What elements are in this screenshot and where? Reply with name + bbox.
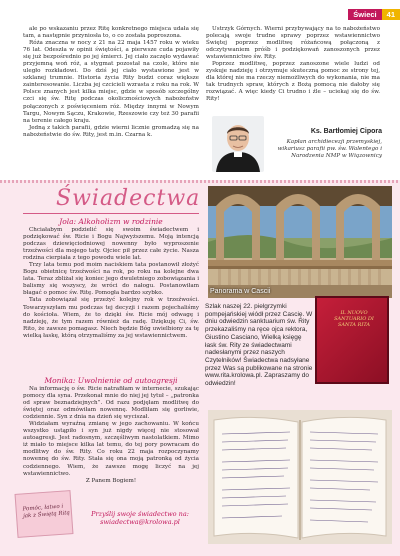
- testimony-paragraph: Widziałam wyraźną zmianę w jego zachowaniu. W końcu wszystko ustąpiło i syn już nigdy więcej nie stosował autoagresji. Jest radosnym, szczęśliwym nastolatkiem. Mimo iż miało to miejsce kilka lat temu, do tej pory powracam do modlitwy do św. Rity. Co roku 22 maja rozpoczynamy nowennę do św. Rity. Stała się ona moją patronką od życia codziennego. Wiem, że zawsze mogę liczyć na jej wstawiennictwo.: [23, 421, 199, 477]
- author-description: Kapłan archidiecezji przemyskiej, wikariusz parafii pw. św. Walentego i Narodzenia NMP w Wiązownicy: [277, 139, 382, 159]
- title-rule: [23, 213, 199, 214]
- section-title: Świadectwa: [56, 186, 201, 211]
- author-photo: [212, 116, 264, 172]
- testimony-paragraph: Tata zobowiązał się przeżyć kolejny rok w trzeźwości. Towarzyszyłam mu podczas tej decyzji i razem pojechaliśmy do kościoła. Wiem, że to dzięki św. Ricie mój odwagę i nadzieję, że tym razem również da radę. Dziękuję Ci, św. Rito, że zawsze pomagasz. Niech będzie Bóg uwielbiony za tę wielką łaskę, którą otrzymaliśmy za jej wstawiennictwem.: [23, 297, 199, 339]
- book-cover-text: IL NUOVO SANTUARIO DI SANTA RITA: [334, 310, 374, 328]
- testimony-paragraph: Trzy lata temu pod moim naciskiem tata postanowił złożyć Bogu obietnicę trzeźwości na rok, po roku na kolejne dwa lata. Teraz zbliżał się koniec jego dwuletniego zobowiązania i balismy się wszyscy, że wróci do nałogu. Postanowiłam błagać o pomoc św. Ritę. Pomogła bardzo szybko.: [23, 262, 199, 297]
- book-of-graces-image: [315, 296, 389, 384]
- prayer-book-image: [15, 490, 74, 538]
- author-name: Ks. Bartłomiej Cipora: [310, 128, 382, 135]
- testimony-paragraph: Chciałabym podzielić się swoim świadectwem i podziękować św. Ricie i Bogu Najwyższemu. Moją intencją podczas dziewięciodniowej nowenny było wyproszenie trzeźwości dla mojego taty. Ojciec pił przez całe życie. Nasza rodzina cierpiała z tego powodu wiele lat.: [23, 227, 199, 262]
- open-book-image: [208, 410, 392, 544]
- testimony-text-monika: [23, 386, 199, 485]
- article-column-left: [23, 26, 199, 139]
- article-paragraph: Ustrzyk Górnych. Wierni przybywający na to nabożeństwo polecają swoje trudne sprawy poprzez wstawiennictwo Świętej poprzez modlitwę różańcową połączoną z odczytywaniem próśb i podziękowań zanoszonych przez wstawiennictwo św. Rity.: [206, 26, 380, 61]
- article-column-right: [206, 26, 380, 104]
- photo-caption: Panorama w Cascii: [210, 288, 271, 295]
- page-number: 41: [382, 9, 400, 20]
- article-paragraph: Poprzez modlitwę, poprzez zanoszone wiele ludzi od zyskuje nadzieję i otrzymuje skuteczną pomoc ze strony tej, dla której nie ma rzeczy niemożliwych do wykonania, nie ma tak trudnych spraw, których z Bożą pomocą nie dałoby się rozwiązać. A więc kiedy Ci trudno i źle – uciekaj się do św. Rity!: [206, 61, 380, 103]
- article-paragraph: Jedną z takich parafii, gdzie wierni licznie gromadzą się na nabożeństwie do św. Rity, jest m.in. Czarna k.: [23, 124, 199, 138]
- contact-line: Przyślij swoje świadectwo na:: [91, 510, 189, 518]
- section-label: Świeci: [348, 9, 381, 20]
- testimony-text-jola: [23, 227, 199, 340]
- testimony-info-box: Szlak naszej 22. pielgrzymki pompejańskiej wiódł przez Cascię. W dniu odwiedzin sanktuarium św. Rity przekazaliśmy na ręce ojca rektora, Giustino Casciano, Wielką księgę łask św. Rity ze świadectwami nadesłanymi przez naszych Czytelników! Świadectwa nadsyłane przez Was są publikowane na stronie www.rita.krolowa.pl. Zapraszamy do odwiedzin!: [205, 303, 313, 388]
- testimony-paragraph: Na informację o św. Ricie natrafiłam w internecie, szukając pomocy dla syna. Przekonał mnie do niej jej tytuł – „patronka od spraw beznadziejnych”. Od razu podjęłam modlitwę do świętej oraz odmówiłam nowennę. Modliłam się gorliwie, codziennie. Syn z dnia na dzień się wyciszał.: [23, 386, 199, 421]
- cascia-panorama-photo: [208, 186, 392, 298]
- section-divider: [0, 180, 400, 183]
- testimony-heading-jola: Jola: Alkoholizm w rodzinie: [59, 217, 163, 226]
- section-header-tag: [348, 8, 400, 20]
- testimony-heading-monika: Monika: Uwolnienie od autoagresji: [44, 376, 178, 385]
- contact-email-link[interactable]: swiadectwa@krolowa.pl: [100, 518, 180, 526]
- article-paragraph: Róża znaczna w nocy z 21 na 22 maja 1457 roku w wieku 76 lat. Odeszła w opinii świętości, a pierwsze cuda pojawiły się już bezpośrednio po jej śmierci. Jej ciało zaczęło wydawać przyjemną woń róż, a stygmat pozostał na czole, które nie uległo rozkładowi. Do dziś jej ciało wystawione jest w szklanej trumnie. Historia życia Rity budzi coraz większe zainteresowanie. Liczba jej czcicieli wzrasta z roku na rok. W Polsce znanych jest kilka miejsc, gdzie w sposób szczególny czci się św. Ritę podczas okolicznościowych nabożeństw połączonych z poświęceniem róż. Między innymi w Nowym Targu, Nowym Sączu, Krakowie, Rzeszowie czy też 30 parafii na terenie całego kraju.: [23, 40, 199, 124]
- prayer-book-title: Pomóc, łatwo i jak z Świętą Ritą: [22, 503, 71, 519]
- article-paragraph: ale po wskazaniu przez Ritę konkretnego miejsca udała się tam, a następnie przyniosła to, o co została poproszona.: [23, 26, 199, 40]
- testimony-signoff: Z Panem Bogiem!: [85, 477, 137, 484]
- contact-info: [80, 510, 200, 526]
